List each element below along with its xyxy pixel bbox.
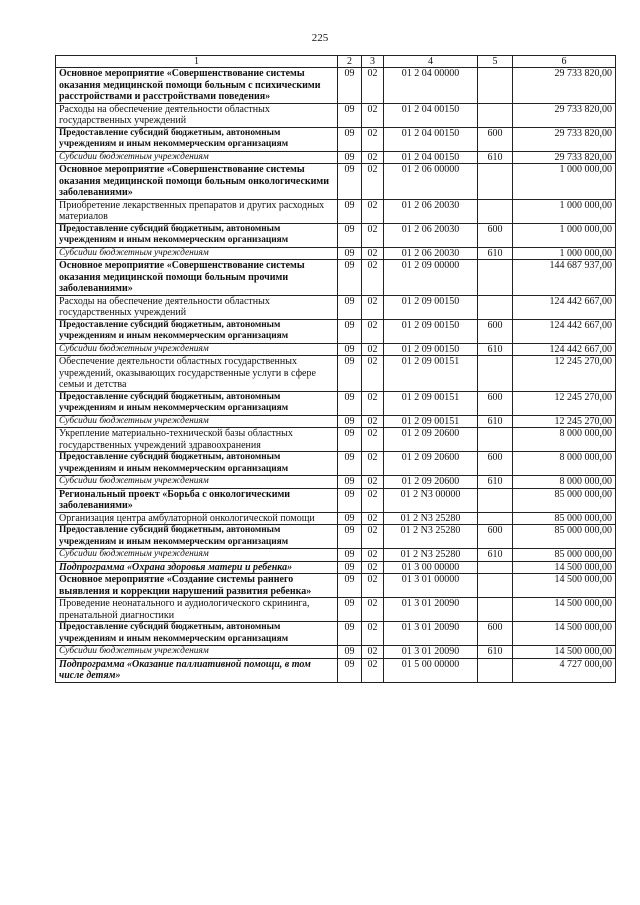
row-name: Укрепление материально-технической базы областных государственных учреждений здравоохранения (56, 428, 338, 452)
row-name: Предоставление субсидий бюджетным, автономным учреждениям и иным некоммерческим организациям (56, 127, 338, 151)
row-amount: 14 500 000,00 (513, 622, 616, 646)
row-name: Субсидии бюджетным учреждениям (56, 247, 338, 260)
row-code-subsection: 02 (362, 598, 384, 622)
row-code-section: 09 (338, 295, 362, 319)
budget-table (55, 55, 616, 683)
row-code-section: 09 (338, 223, 362, 247)
row-amount: 85 000 000,00 (513, 488, 616, 512)
row-name: Основное мероприятие «Создание системы раннего выявления и коррекции нарушений развития ребенка» (56, 574, 338, 598)
table-row (56, 452, 616, 476)
row-target-code: 01 2 09 20600 (384, 452, 478, 476)
table-header-row (56, 56, 616, 68)
row-code-subsection: 02 (362, 343, 384, 356)
row-amount: 1 000 000,00 (513, 247, 616, 260)
row-code-section: 09 (338, 151, 362, 164)
table-row (56, 561, 616, 574)
row-target-code: 01 2 09 00150 (384, 319, 478, 343)
row-target-code: 01 2 09 00151 (384, 391, 478, 415)
row-name: Основное мероприятие «Совершенствование системы оказания медицинской помощи больным с психическими расстройствами и расстройствами поведения» (56, 68, 338, 104)
row-amount: 124 442 667,00 (513, 319, 616, 343)
row-code-section: 09 (338, 476, 362, 489)
row-name: Предоставление субсидий бюджетным, автономным учреждениям и иным некоммерческим организациям (56, 391, 338, 415)
row-target-code: 01 2 09 00151 (384, 415, 478, 428)
row-expense-type (478, 658, 513, 682)
row-code-section: 09 (338, 658, 362, 682)
row-name: Приобретение лекарственных препаратов и других расходных материалов (56, 199, 338, 223)
table-row (56, 151, 616, 164)
row-code-subsection: 02 (362, 574, 384, 598)
row-code-section: 09 (338, 260, 362, 296)
row-amount: 14 500 000,00 (513, 561, 616, 574)
table-row (56, 127, 616, 151)
row-amount: 124 442 667,00 (513, 343, 616, 356)
row-target-code: 01 2 N3 25280 (384, 512, 478, 525)
row-code-section: 09 (338, 356, 362, 392)
row-amount: 14 500 000,00 (513, 598, 616, 622)
row-expense-type: 610 (478, 646, 513, 659)
header-cell: 2 (338, 56, 362, 68)
row-name: Предоставление субсидий бюджетным, автономным учреждениям и иным некоммерческим организациям (56, 525, 338, 549)
row-expense-type (478, 488, 513, 512)
row-expense-type (478, 561, 513, 574)
row-name: Субсидии бюджетным учреждениям (56, 151, 338, 164)
row-amount: 85 000 000,00 (513, 512, 616, 525)
table-row (56, 476, 616, 489)
row-target-code: 01 2 06 00000 (384, 164, 478, 200)
row-code-subsection: 02 (362, 512, 384, 525)
row-amount: 124 442 667,00 (513, 295, 616, 319)
row-target-code: 01 2 09 20600 (384, 428, 478, 452)
row-expense-type: 610 (478, 151, 513, 164)
row-expense-type (478, 356, 513, 392)
row-target-code: 01 2 09 00150 (384, 295, 478, 319)
row-code-subsection: 02 (362, 199, 384, 223)
table-row (56, 658, 616, 682)
row-code-subsection: 02 (362, 127, 384, 151)
row-code-section: 09 (338, 127, 362, 151)
row-amount: 1 000 000,00 (513, 223, 616, 247)
row-expense-type: 610 (478, 476, 513, 489)
row-code-section: 09 (338, 103, 362, 127)
row-code-subsection: 02 (362, 476, 384, 489)
table-row (56, 103, 616, 127)
header-cell: 3 (362, 56, 384, 68)
row-name: Организация центра амбулаторной онкологической помощи (56, 512, 338, 525)
row-code-subsection: 02 (362, 622, 384, 646)
row-code-subsection: 02 (362, 391, 384, 415)
table-row (56, 622, 616, 646)
row-name: Подпрограмма «Оказание паллиативной помощи, в том числе детям» (56, 658, 338, 682)
row-expense-type (478, 68, 513, 104)
row-code-subsection: 02 (362, 646, 384, 659)
row-code-subsection: 02 (362, 428, 384, 452)
row-name: Субсидии бюджетным учреждениям (56, 476, 338, 489)
row-amount: 8 000 000,00 (513, 452, 616, 476)
row-code-section: 09 (338, 199, 362, 223)
row-code-section: 09 (338, 247, 362, 260)
row-expense-type: 600 (478, 622, 513, 646)
row-code-section: 09 (338, 574, 362, 598)
row-name: Проведение неонатального и аудиологического скрининга, пренатальной диагностики (56, 598, 338, 622)
row-target-code: 01 5 00 00000 (384, 658, 478, 682)
table-row (56, 319, 616, 343)
table-row (56, 199, 616, 223)
table-row (56, 598, 616, 622)
row-target-code: 01 2 09 00150 (384, 343, 478, 356)
row-name: Субсидии бюджетным учреждениям (56, 646, 338, 659)
row-name: Основное мероприятие «Совершенствование системы оказания медицинской помощи больным онкологическими заболеваниями» (56, 164, 338, 200)
table-row (56, 525, 616, 549)
row-code-subsection: 02 (362, 223, 384, 247)
row-target-code: 01 3 01 00000 (384, 574, 478, 598)
row-name: Субсидии бюджетным учреждениям (56, 415, 338, 428)
row-expense-type (478, 260, 513, 296)
row-code-subsection: 02 (362, 247, 384, 260)
row-target-code: 01 3 01 20090 (384, 646, 478, 659)
row-expense-type (478, 103, 513, 127)
row-expense-type: 600 (478, 319, 513, 343)
row-target-code: 01 2 N3 25280 (384, 525, 478, 549)
row-target-code: 01 2 04 00150 (384, 127, 478, 151)
row-code-section: 09 (338, 512, 362, 525)
header-cell: 6 (513, 56, 616, 68)
row-amount: 12 245 270,00 (513, 415, 616, 428)
row-code-section: 09 (338, 68, 362, 104)
row-expense-type: 600 (478, 127, 513, 151)
row-expense-type: 610 (478, 247, 513, 260)
row-amount: 29 733 820,00 (513, 103, 616, 127)
row-expense-type (478, 574, 513, 598)
header-cell: 4 (384, 56, 478, 68)
table-row (56, 549, 616, 562)
row-amount: 14 500 000,00 (513, 574, 616, 598)
row-expense-type (478, 164, 513, 200)
row-code-section: 09 (338, 415, 362, 428)
table-row (56, 164, 616, 200)
table-row (56, 343, 616, 356)
row-code-section: 09 (338, 391, 362, 415)
table-row (56, 488, 616, 512)
table-row (56, 646, 616, 659)
row-name: Предоставление субсидий бюджетным, автономным учреждениям и иным некоммерческим организациям (56, 452, 338, 476)
row-code-section: 09 (338, 598, 362, 622)
header-cell: 1 (56, 56, 338, 68)
row-code-subsection: 02 (362, 452, 384, 476)
row-name: Предоставление субсидий бюджетным, автономным учреждениям и иным некоммерческим организациям (56, 319, 338, 343)
row-target-code: 01 2 N3 25280 (384, 549, 478, 562)
row-code-subsection: 02 (362, 260, 384, 296)
row-amount: 29 733 820,00 (513, 151, 616, 164)
row-code-section: 09 (338, 452, 362, 476)
row-name: Расходы на обеспечение деятельности областных государственных учреждений (56, 103, 338, 127)
table-row (56, 391, 616, 415)
row-code-section: 09 (338, 646, 362, 659)
row-target-code: 01 2 09 00151 (384, 356, 478, 392)
row-code-subsection: 02 (362, 488, 384, 512)
row-amount: 8 000 000,00 (513, 428, 616, 452)
table-row (56, 574, 616, 598)
row-expense-type (478, 295, 513, 319)
row-code-section: 09 (338, 488, 362, 512)
row-code-section: 09 (338, 319, 362, 343)
row-expense-type: 610 (478, 343, 513, 356)
row-amount: 1 000 000,00 (513, 199, 616, 223)
row-amount: 4 727 000,00 (513, 658, 616, 682)
table-row (56, 428, 616, 452)
row-code-subsection: 02 (362, 68, 384, 104)
table-row (56, 247, 616, 260)
row-code-subsection: 02 (362, 319, 384, 343)
header-cell: 5 (478, 56, 513, 68)
row-target-code: 01 2 06 20030 (384, 223, 478, 247)
row-target-code: 01 2 N3 00000 (384, 488, 478, 512)
row-name: Субсидии бюджетным учреждениям (56, 343, 338, 356)
row-name: Основное мероприятие «Совершенствование системы оказания медицинской помощи больным прочими заболеваниями» (56, 260, 338, 296)
row-code-section: 09 (338, 561, 362, 574)
table-row (56, 512, 616, 525)
row-amount: 29 733 820,00 (513, 68, 616, 104)
row-amount: 1 000 000,00 (513, 164, 616, 200)
row-code-subsection: 02 (362, 658, 384, 682)
row-expense-type: 600 (478, 452, 513, 476)
row-expense-type: 600 (478, 525, 513, 549)
row-code-subsection: 02 (362, 103, 384, 127)
row-expense-type: 610 (478, 415, 513, 428)
row-code-section: 09 (338, 343, 362, 356)
row-name: Расходы на обеспечение деятельности областных государственных учреждений (56, 295, 338, 319)
row-code-section: 09 (338, 525, 362, 549)
row-code-section: 09 (338, 164, 362, 200)
row-amount: 85 000 000,00 (513, 549, 616, 562)
row-target-code: 01 2 06 20030 (384, 247, 478, 260)
row-code-subsection: 02 (362, 356, 384, 392)
row-code-section: 09 (338, 622, 362, 646)
row-expense-type (478, 428, 513, 452)
row-code-subsection: 02 (362, 151, 384, 164)
row-target-code: 01 3 01 20090 (384, 598, 478, 622)
row-expense-type (478, 512, 513, 525)
row-amount: 144 687 937,00 (513, 260, 616, 296)
row-name: Обеспечение деятельности областных государственных учреждений, оказывающих государственные услуги в сфере семьи и детства (56, 356, 338, 392)
row-code-subsection: 02 (362, 525, 384, 549)
row-amount: 29 733 820,00 (513, 127, 616, 151)
row-target-code: 01 2 04 00150 (384, 151, 478, 164)
row-target-code: 01 2 09 00000 (384, 260, 478, 296)
row-target-code: 01 2 04 00150 (384, 103, 478, 127)
row-expense-type: 600 (478, 223, 513, 247)
row-name: Предоставление субсидий бюджетным, автономным учреждениям и иным некоммерческим организациям (56, 223, 338, 247)
row-target-code: 01 2 09 20600 (384, 476, 478, 489)
row-expense-type (478, 199, 513, 223)
page-number: 225 (311, 32, 329, 44)
table-row (56, 415, 616, 428)
row-code-subsection: 02 (362, 561, 384, 574)
row-code-subsection: 02 (362, 295, 384, 319)
row-amount: 85 000 000,00 (513, 525, 616, 549)
row-code-subsection: 02 (362, 415, 384, 428)
row-code-subsection: 02 (362, 164, 384, 200)
table-row (56, 356, 616, 392)
row-name: Региональный проект «Борьба с онкологическими заболеваниями» (56, 488, 338, 512)
row-name: Предоставление субсидий бюджетным, автономным учреждениям и иным некоммерческим организациям (56, 622, 338, 646)
row-amount: 12 245 270,00 (513, 391, 616, 415)
row-amount: 14 500 000,00 (513, 646, 616, 659)
table-row (56, 295, 616, 319)
table-row (56, 260, 616, 296)
row-name: Подпрограмма «Охрана здоровья матери и ребенка» (56, 561, 338, 574)
row-expense-type (478, 598, 513, 622)
row-target-code: 01 2 04 00000 (384, 68, 478, 104)
table-row (56, 68, 616, 104)
row-amount: 8 000 000,00 (513, 476, 616, 489)
row-target-code: 01 3 00 00000 (384, 561, 478, 574)
row-expense-type: 600 (478, 391, 513, 415)
row-target-code: 01 3 01 20090 (384, 622, 478, 646)
row-code-section: 09 (338, 428, 362, 452)
row-name: Субсидии бюджетным учреждениям (56, 549, 338, 562)
row-code-section: 09 (338, 549, 362, 562)
row-code-subsection: 02 (362, 549, 384, 562)
row-target-code: 01 2 06 20030 (384, 199, 478, 223)
row-amount: 12 245 270,00 (513, 356, 616, 392)
table-row (56, 223, 616, 247)
row-expense-type: 610 (478, 549, 513, 562)
